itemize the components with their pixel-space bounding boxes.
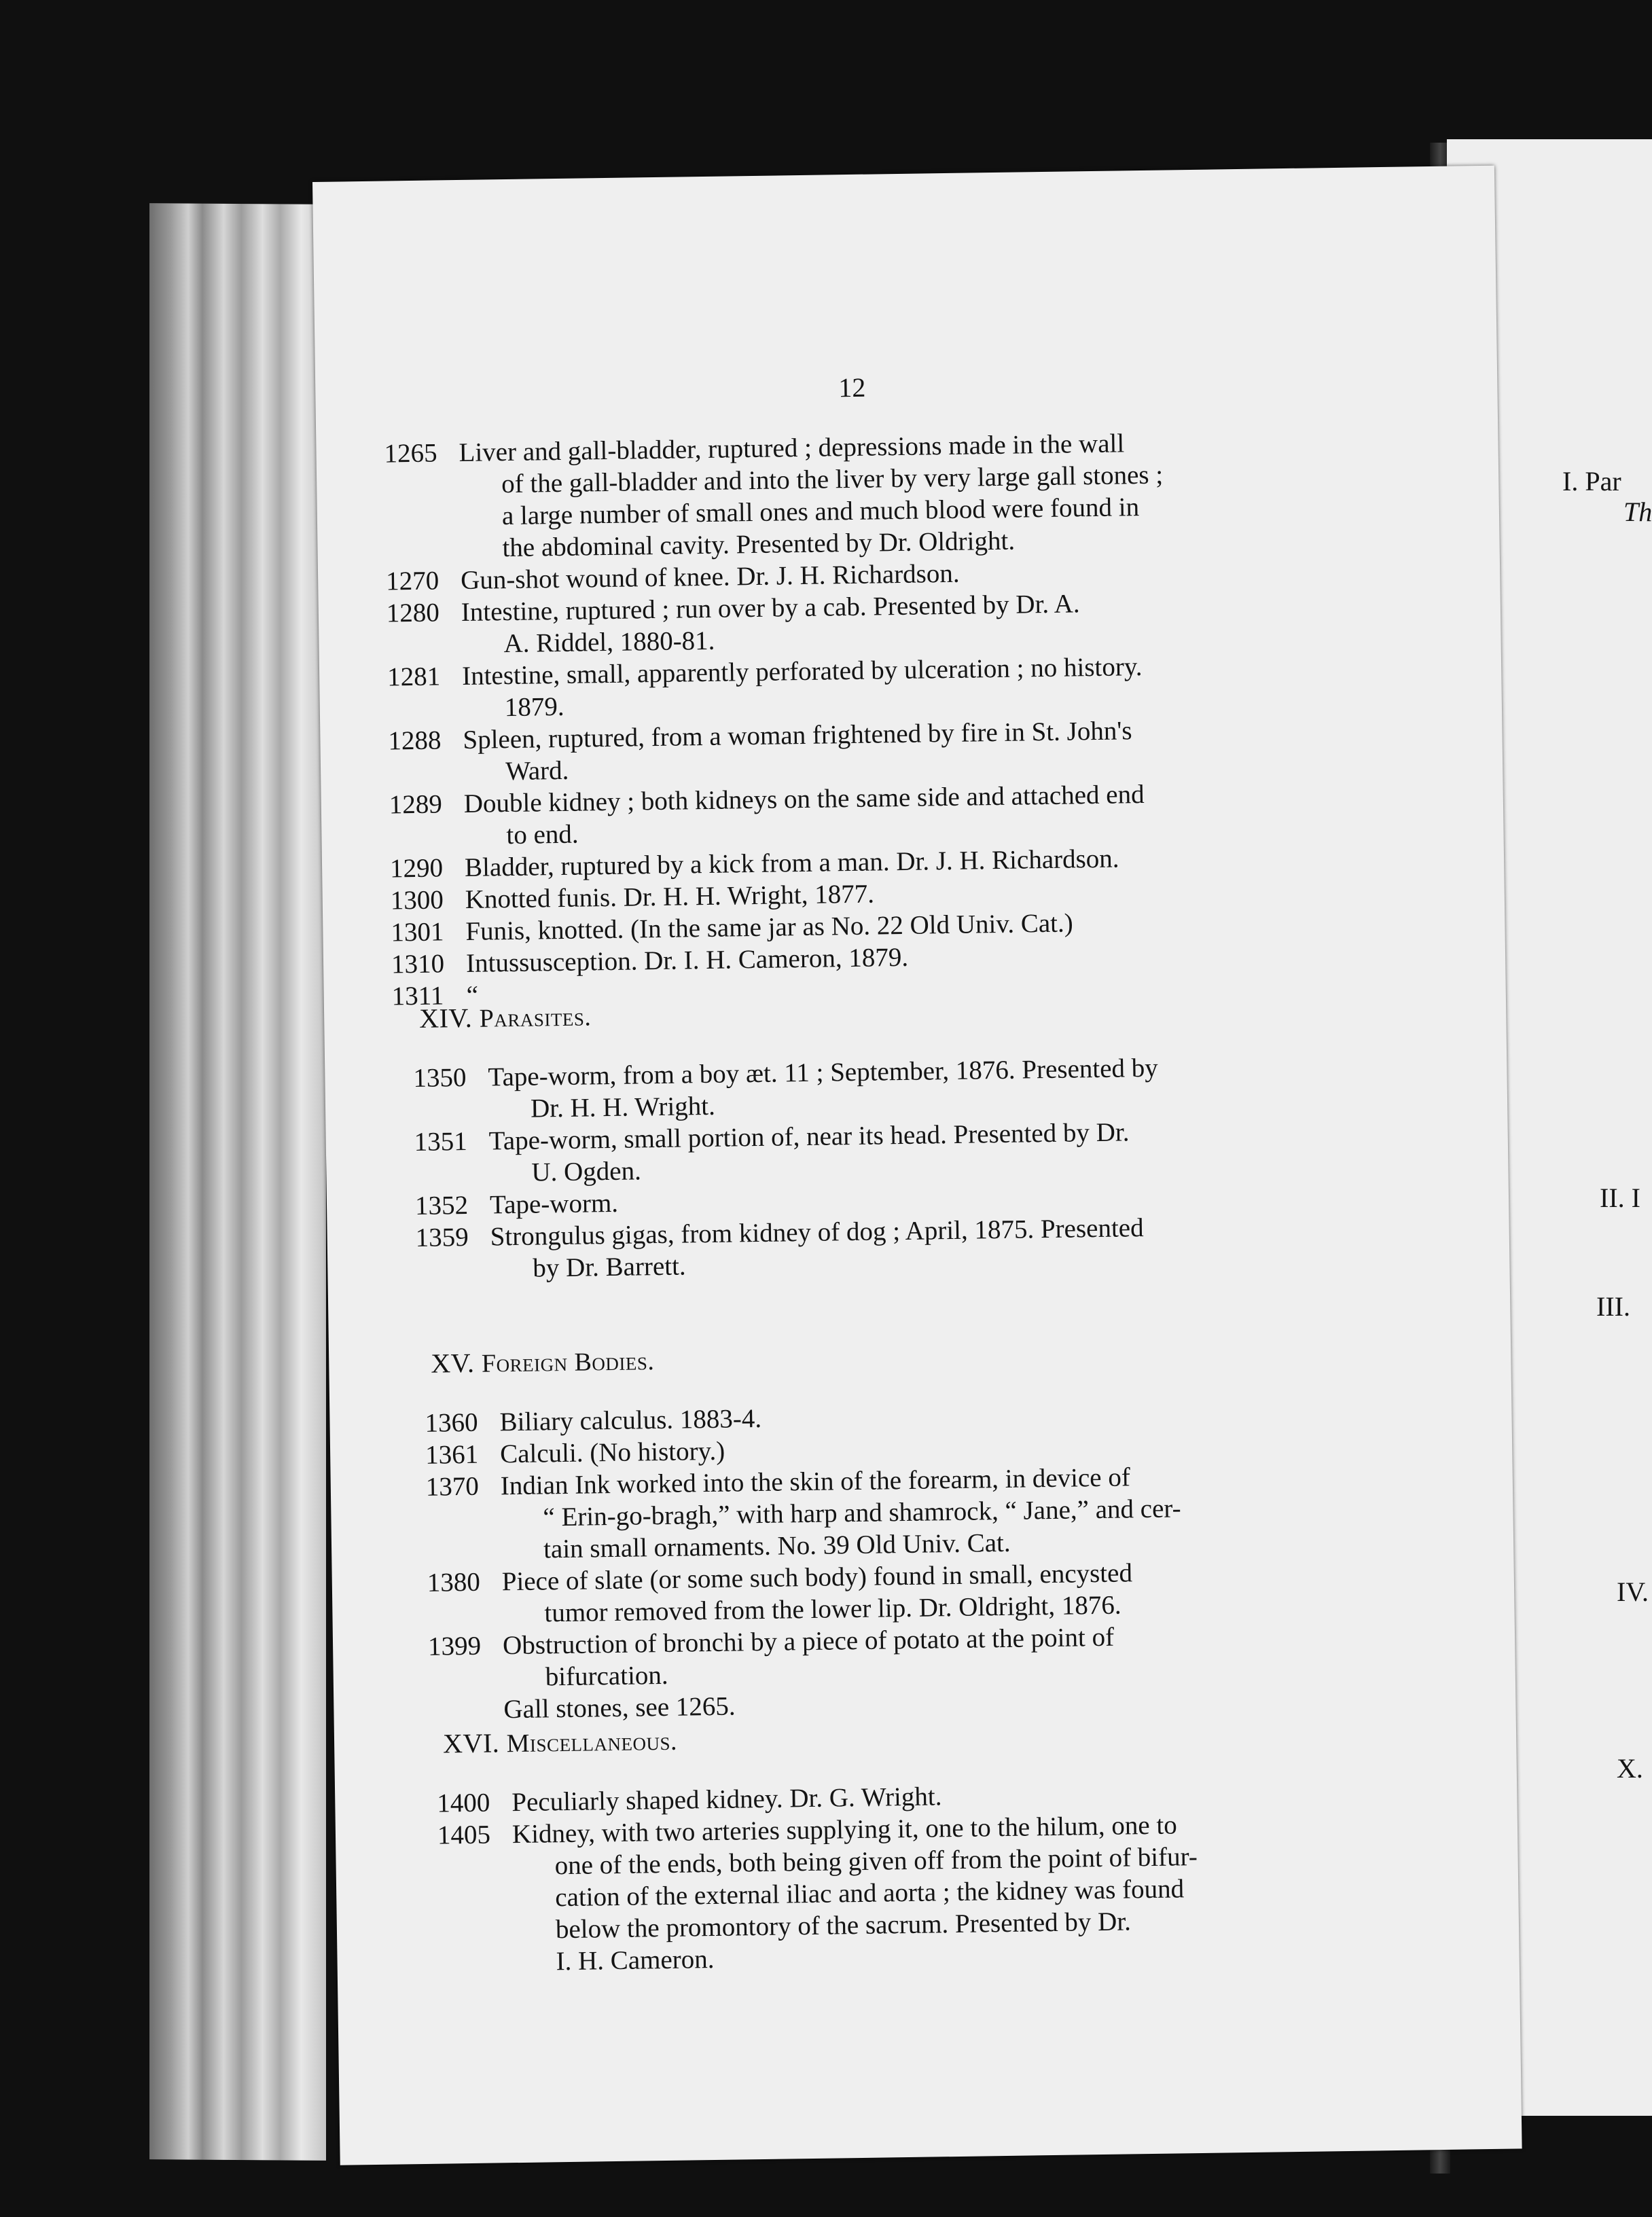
entry-line: of the gall-bladder and into the liver by very large gall stones ; [501,460,1164,499]
entry-line: Spleen, ruptured, from a woman frightened by fire in St. John's [463,716,1132,755]
entry-number: 1300 [390,885,444,916]
right-page-subheading: Th [1623,497,1652,527]
entry-number: 1370 [425,1471,480,1502]
entry-number: 1310 [391,949,445,979]
entry-line: the abdominal cavity. Presented by Dr. Oldright. [502,526,1016,563]
entry-number: 1380 [427,1567,481,1598]
entry-line: bifurcation. [545,1660,668,1692]
right-page-section-x: X. [1617,1753,1643,1784]
entry-line: Peculiarly shaped kidney. Dr. G. Wright. [511,1782,942,1818]
section-numeral: XIV. [418,1002,473,1034]
catalogue-entry [384,425,1335,563]
entry-line: Kidney, with two arteries supplying it, one to the hilum, one to [511,1810,1178,1850]
entry-number: 1280 [386,598,440,628]
entry-line: Calculi. (No history.) [499,1436,725,1469]
entry-number: 1352 [414,1190,469,1221]
entry-line: Piece of slate (or some such body) found in small, encysted [501,1558,1133,1597]
left-page [312,166,1522,2165]
entry-description [459,425,1330,564]
page-number: 12 [838,372,866,403]
catalogue-entry [425,1394,1376,1438]
entry-line: cation of the external iliac and aorta ; the kidney was found [554,1874,1185,1913]
entry-line: “ Erin-go-bragh,” with harp and shamrock, “ Jane,” and cer- [543,1494,1181,1532]
entry-line: a large number of small ones and much blood were found in [501,492,1140,531]
entry-number: 1399 [427,1631,482,1661]
entry-line: 1879. [504,691,564,723]
entry-line: Gun-shot wound of knee. Dr. J. H. Richardson. [460,558,960,596]
section-title: Foreign Bodies. [481,1347,655,1378]
entry-line: “ [466,980,479,1010]
entry-line: U. Ogden. [531,1156,642,1187]
entry-number: 1288 [388,725,442,756]
entry-line: Tape-worm, small portion of, near its head. Presented by Dr. [488,1117,1130,1156]
entry-line: Strongulus gigas, from kidney of dog ; April, 1875. Presented [490,1213,1144,1252]
entry-description [488,1113,1359,1189]
entry-number: 1360 [425,1407,478,1438]
entry-line: Funis, knotted. (In the same jar as No. 22 Old Univ. Cat.) [465,908,1073,946]
entry-line: one of the ends, both being given off from the point of bifur- [554,1842,1198,1881]
entry-line: Tape-worm. [489,1188,619,1220]
entry-line: below the promontory of the sacrum. Presented by Dr. [555,1907,1132,1945]
entry-line: Tape-worm, from a boy æt. 11 ; September, 1876. Presented by [488,1053,1159,1092]
entry-number: 1270 [385,566,439,596]
entry-line: tain small ornaments. No. 39 Old Univ. Cat. [543,1528,1011,1564]
page-edges [149,203,326,2161]
section-xv-heading [431,1344,655,1381]
entry-description [512,1806,1384,1978]
entry-line: Intestine, small, apparently perforated by ulceration ; no history. [461,652,1143,691]
entry-number: 1400 [437,1788,490,1818]
entry-line: A. Riddel, 1880-81. [503,626,715,659]
entry-description [462,648,1332,724]
entry-number: 1351 [414,1126,468,1157]
entry-line: Biliary calculus. 1883-4. [499,1403,762,1437]
entry-number [429,1693,503,1695]
right-page-heading: I. Par [1562,466,1621,497]
section-title: Miscellaneous. [506,1727,678,1759]
page-content [312,166,1522,2165]
entry-line: I. H. Cameron. [556,1944,715,1977]
entry-number: 1405 [437,1820,491,1850]
right-page-section-iv: IV. [1617,1576,1649,1607]
entry-line: Obstruction of bronchi by a piece of potato at the point of [502,1622,1115,1661]
entry-line: Intussusception. Dr. I. H. Cameron, 1879. [465,942,909,978]
entry-line: Intestine, ruptured ; run over by a cab. Presented by Dr. A. [461,589,1080,628]
entry-number: 1311 [391,981,444,1011]
entry-description [503,1617,1373,1693]
entry-description [488,1049,1358,1125]
entry-number: 1301 [391,917,444,948]
entry-line: Dr. H. H. Wright. [530,1091,716,1123]
entry-description [490,1209,1360,1285]
entry-number: 1289 [389,789,443,820]
section-xiv-heading [419,1000,592,1036]
entry-line: by Dr. Barrett. [533,1251,686,1283]
catalogue-entry [413,1049,1364,1123]
entry-line: Double kidney ; both kidneys on the same side and attached end [463,779,1145,818]
entry-line: Ward. [505,755,569,787]
entry-line: tumor removed from the lower lip. Dr. Oldright, 1876. [544,1590,1121,1628]
entry-line: Knotted funis. Dr. H. H. Wright, 1877. [465,879,875,914]
entry-line: Bladder, ruptured by a kick from a man. Dr. J. H. Richardson. [464,844,1119,882]
section-title: Parasites. [479,1003,592,1033]
entry-description [501,1553,1371,1629]
section-xvi-heading [443,1725,678,1761]
entry-number: 1290 [389,853,444,884]
entry-description [501,1458,1371,1566]
section-numeral: XV. [430,1347,475,1379]
right-page-section-ii: II. I [1600,1183,1640,1213]
section-numeral: XVI. [442,1727,500,1759]
entry-number: 1350 [413,1062,467,1094]
entry-number: 1265 [384,438,437,469]
right-page-section-iii: III. [1596,1291,1630,1322]
entry-description [463,776,1333,852]
entry-line: Liver and gall-bladder, ruptured ; depressions made in the wall [459,429,1125,468]
catalogue-entry [437,1774,1388,1818]
entry-description [461,584,1331,660]
entry-description [463,712,1333,788]
entry-line: to end. [506,819,579,850]
entry-number: 1361 [425,1439,479,1470]
entry-number: 1281 [387,662,441,692]
entry-line: Indian Ink worked into the skin of the forearm, in device of [500,1462,1131,1501]
entry-line: Gall stones, see 1265. [503,1691,736,1725]
entry-number: 1359 [415,1222,469,1253]
